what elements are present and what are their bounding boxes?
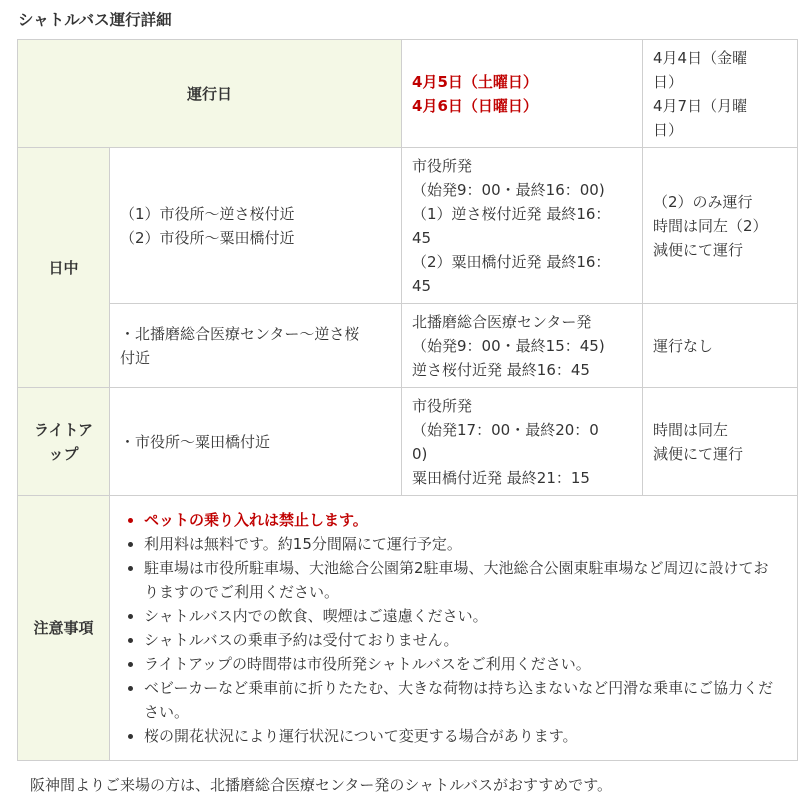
note-item: • ライトアップの時間帯は市役所発シャトルバスをご利用ください。 xyxy=(144,652,777,676)
weekend-date-sun: 4月6日（日曜日） xyxy=(412,96,538,115)
note-item: • ベビーカーなど乗車前に折りたたむ、大きな荷物は持ち込まないなど円滑な乗車にご協力ください。 xyxy=(144,676,777,724)
header-row xyxy=(18,40,798,148)
schedule-line: 北播磨総合医療センター発 xyxy=(412,312,592,331)
hospital-weekday-schedule: 運行なし xyxy=(643,304,798,388)
weekend-dates-header xyxy=(402,40,643,148)
note-item: • 桜の開花状況により運行状況について変更する場合があります。 xyxy=(144,724,777,748)
schedule-line: （始発9：00・最終16：00) xyxy=(412,180,605,199)
footer-recommendation: 阪神間よりご来場の方は、北播磨総合医療センター発のシャトルバスがおすすめです。 xyxy=(30,776,613,794)
daytime-label: 日中 xyxy=(18,148,110,388)
weekend-date-sat: 4月5日（土曜日） xyxy=(412,72,538,91)
note-item: • シャトルバスの乗車予約は受付ておりません。 xyxy=(144,628,777,652)
route-item: 付近 xyxy=(120,348,151,367)
route-item: （2）市役所～粟田橋付近 xyxy=(120,228,295,247)
schedule-line: （始発9：00・最終15：45) xyxy=(412,336,605,355)
schedule-line: （2）のみ運行 xyxy=(653,192,753,211)
note-item: • 利用料は無料です。約15分間隔にて運行予定。 xyxy=(144,532,777,556)
schedule-line: 0) xyxy=(412,444,428,463)
weekday-dates-header xyxy=(643,40,798,148)
schedule-line: 45 xyxy=(412,228,432,247)
section-title: シャトルバス運行詳細 xyxy=(18,11,172,29)
lightup-label xyxy=(18,388,110,496)
schedule-line: （2）粟田橋付近発 最終16： xyxy=(412,252,611,271)
schedule-line: 市役所発 xyxy=(412,396,473,415)
lightup-label-line: ライトア xyxy=(33,420,94,439)
schedule-line: 逆さ桜付近発 最終16：45 xyxy=(412,360,590,379)
daytime-routes xyxy=(110,148,402,304)
note-item: • シャトルバス内での飲食、喫煙はご遠慮ください。 xyxy=(144,604,777,628)
hospital-weekend-schedule xyxy=(402,304,643,388)
route-item: ・北播磨総合医療センター～逆さ桜 xyxy=(120,324,360,343)
weekday-date-mon: 4月7日（月曜 xyxy=(653,96,748,115)
schedule-line: 粟田橋付近発 最終21：15 xyxy=(412,468,590,487)
note-item: • 駐車場は市役所駐車場、大池総合公園第2駐車場、大池総合公園東駐車場など周辺に設けておりますのでご利用ください。 xyxy=(144,556,777,604)
lightup-weekend-schedule xyxy=(402,388,643,496)
operation-day-header: 運行日 xyxy=(18,40,402,148)
weekday-date-mon-cont: 日） xyxy=(653,120,684,139)
lightup-weekday-schedule xyxy=(643,388,798,496)
route-item: （1）市役所～逆さ桜付近 xyxy=(120,204,295,223)
weekday-date-fri: 4月4日（金曜 xyxy=(653,48,748,67)
lightup-label-line: ップ xyxy=(48,444,79,463)
lightup-route: ・市役所～粟田橋付近 xyxy=(110,388,402,496)
notes-label: 注意事項 xyxy=(18,496,110,761)
lightup-row xyxy=(18,388,798,496)
schedule-line: 時間は同左（2） xyxy=(653,216,768,235)
schedule-line: 減便にて運行 xyxy=(653,444,744,463)
schedule-line: （1）逆さ桜付近発 最終16： xyxy=(412,204,611,223)
notes-content xyxy=(110,496,798,761)
weekday-date-fri-cont: 日） xyxy=(653,72,684,91)
shuttle-schedule-table xyxy=(17,39,798,761)
daytime-route-hospital xyxy=(110,304,402,388)
note-item: • ペットの乗り入れは禁止します。 xyxy=(144,508,777,532)
daytime-weekend-schedule xyxy=(402,148,643,304)
schedule-line: 時間は同左 xyxy=(653,420,729,439)
notes-row xyxy=(18,496,798,761)
notes-list xyxy=(110,508,777,748)
daytime-weekday-schedule xyxy=(643,148,798,304)
schedule-line: 45 xyxy=(412,276,432,295)
schedule-line: 減便にて運行 xyxy=(653,240,744,259)
schedule-line: 市役所発 xyxy=(412,156,473,175)
daytime-row-2 xyxy=(18,304,798,388)
schedule-line: （始発17：00・最終20：0 xyxy=(412,420,599,439)
daytime-row-1 xyxy=(18,148,798,304)
